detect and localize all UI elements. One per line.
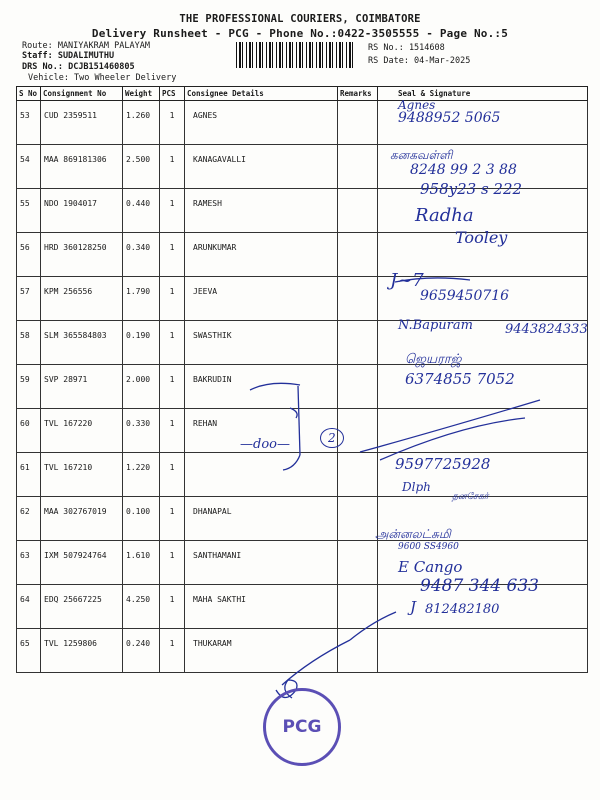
weight-cell: 1.610 [123,541,160,585]
weight-cell: 0.190 [123,321,160,365]
weight-cell: 0.440 [123,189,160,233]
weight-cell: 0.330 [123,409,160,453]
sno-cell: 57 [17,277,41,321]
weight-cell: 0.340 [123,233,160,277]
ink-57-underline [395,278,470,282]
sig-62-phone: 9597725928 [395,455,491,473]
sno-cell: 60 [17,409,41,453]
consignee-cell: BAKRUDIN [185,365,338,409]
col-weight: Weight [123,87,160,101]
consignee-cell: KANAGAVALLI [185,145,338,189]
company-name: THE PROFESSIONAL COURIERS, COIMBATORE [179,13,421,25]
col-consignee: Consignee Details [185,87,338,101]
sno-cell: 61 [17,453,41,497]
col-consignment: Consignment No [41,87,123,101]
sno-cell: 63 [17,541,41,585]
pcs-cell: 1 [160,585,185,629]
consignment-cell: CUD 2359511 [41,101,123,145]
col-remarks: Remarks [338,87,378,101]
sig-65-phone2: 812482180 [425,602,500,617]
weight-cell: 0.100 [123,497,160,541]
weight-cell: 1.260 [123,101,160,145]
staff-label: Staff: SUDALIMUTHU [22,51,115,61]
consignee-cell: JEEVA [185,277,338,321]
sig-53-name: Agnes [398,98,436,112]
sno-cell: 59 [17,365,41,409]
consignment-cell: TVL 167220 [41,409,123,453]
sig-63-mark: Dlph [402,480,431,494]
sno-cell: 65 [17,629,41,673]
sig-65-mark: J [410,598,417,616]
pcs-cell: 1 [160,277,185,321]
sno-cell: 55 [17,189,41,233]
sig-58-phone: 9443824333 [505,322,588,337]
sig-57-mark: J~7 [390,270,424,291]
sig-57-phone: 9659450716 [420,288,510,304]
pcs-cell: 1 [160,365,185,409]
consignment-cell: MAA 869181306 [41,145,123,189]
sig-54-phone: 8248 99 2 3 88 [410,162,517,178]
ink-bracket-tick [290,408,297,418]
ink-bracket-foot [283,455,300,470]
consignment-cell: TVL 167210 [41,453,123,497]
sig-65-name: E Cango [398,558,463,576]
ink-remark-stroke [250,383,300,390]
stamp-text: PCG [282,717,322,737]
consignee-cell: MAHA SAKTHI [185,585,338,629]
consignment-cell: NDO 1904017 [41,189,123,233]
sig-59-phone: 6374855 7052 [405,370,515,388]
sig-63-sign: தனசேகர் [452,492,489,502]
consignee-cell: ARUNKUMAR [185,233,338,277]
consignment-cell: TVL 1259806 [41,629,123,673]
ink-62-scribble2 [380,418,525,460]
weight-cell: 1.220 [123,453,160,497]
sig-56-name: Radha [415,205,474,226]
col-sno: S No [17,87,41,101]
consignee-cell: AGNES [185,101,338,145]
consignment-cell: HRD 360128250 [41,233,123,277]
consignment-cell: SLM 365584803 [41,321,123,365]
pcs-cell: 1 [160,145,185,189]
consignment-cell: KPM 256556 [41,277,123,321]
ink-bracket-line [298,386,300,455]
pcs-cell: 1 [160,541,185,585]
sig-61-note: —doo— [240,437,290,452]
vehicle-label: Vehicle: Two Wheeler Delivery [28,73,177,83]
sno-cell: 53 [17,101,41,145]
pcs-cell: 1 [160,233,185,277]
ink-stamp-stroke [282,640,350,685]
sig-54-name: கனகவள்ளி [390,148,453,162]
runsheet-title: Delivery Runsheet - PCG - Phone No.:0422-3505555 - Page No.:5 [91,27,509,40]
col-signature: Seal & Signature [378,87,588,101]
sno-cell: 62 [17,497,41,541]
consignee-cell: THUKARAM [185,629,338,673]
consignee-cell: SWASTHIK [185,321,338,365]
sno-cell: 54 [17,145,41,189]
sig-55-phone: 958y23 s 222 [420,180,523,198]
pcs-cell: 1 [160,409,185,453]
drs-value: DCJB151460805 [68,62,135,72]
pcs-cell: 1 [160,101,185,145]
sig-59-name: ஜெயராஜ் [405,352,462,367]
consignment-cell: MAA 302767019 [41,497,123,541]
weight-cell: 1.790 [123,277,160,321]
consignee-cell: SANTHAMANI [185,541,338,585]
sig-64-sub: 9600 SS4960 [398,542,459,552]
sig-58-mark: N.Bapuram [398,318,473,333]
sig-65-phone: 9487 344 633 [420,576,539,596]
consignment-cell: SVP 28971 [41,365,123,409]
weight-cell: 0.240 [123,629,160,673]
sno-cell: 56 [17,233,41,277]
consignee-cell: DHANAPAL [185,497,338,541]
weight-cell: 2.500 [123,145,160,189]
pcs-cell: 1 [160,453,185,497]
weight-cell: 2.000 [123,365,160,409]
col-pcs: PCS [160,87,185,101]
ink-62-scribble [360,400,540,452]
rs-number: RS No.: 1514608 [368,43,445,53]
pcs-cell: 1 [160,189,185,233]
weight-cell: 4.250 [123,585,160,629]
rs-date: RS Date: 04-Mar-2025 [368,56,471,66]
pcs-cell: 1 [160,497,185,541]
sig-53-phone: 9488952 5065 [398,110,501,126]
consignment-cell: IXM 507924764 [41,541,123,585]
pcs-cell: 1 [160,321,185,365]
consignment-cell: EDQ 25667225 [41,585,123,629]
sno-cell: 64 [17,585,41,629]
sig-64-name: அன்னலட்சுமி [375,527,451,541]
pcg-stamp [263,688,341,766]
route-label: Route: MANIYAKRAM PALAYAM [22,41,150,51]
consignee-cell: REHAN [185,409,338,453]
sno-cell: 58 [17,321,41,365]
pcs-cell: 1 [160,629,185,673]
ink-stamp-stroke2 [350,612,396,640]
sig-61-num: 2 [320,428,344,448]
sig-56-sign: Tooley [455,228,508,247]
drs-label: DRS No.: [22,62,63,72]
consignee-cell: RAMESH [185,189,338,233]
